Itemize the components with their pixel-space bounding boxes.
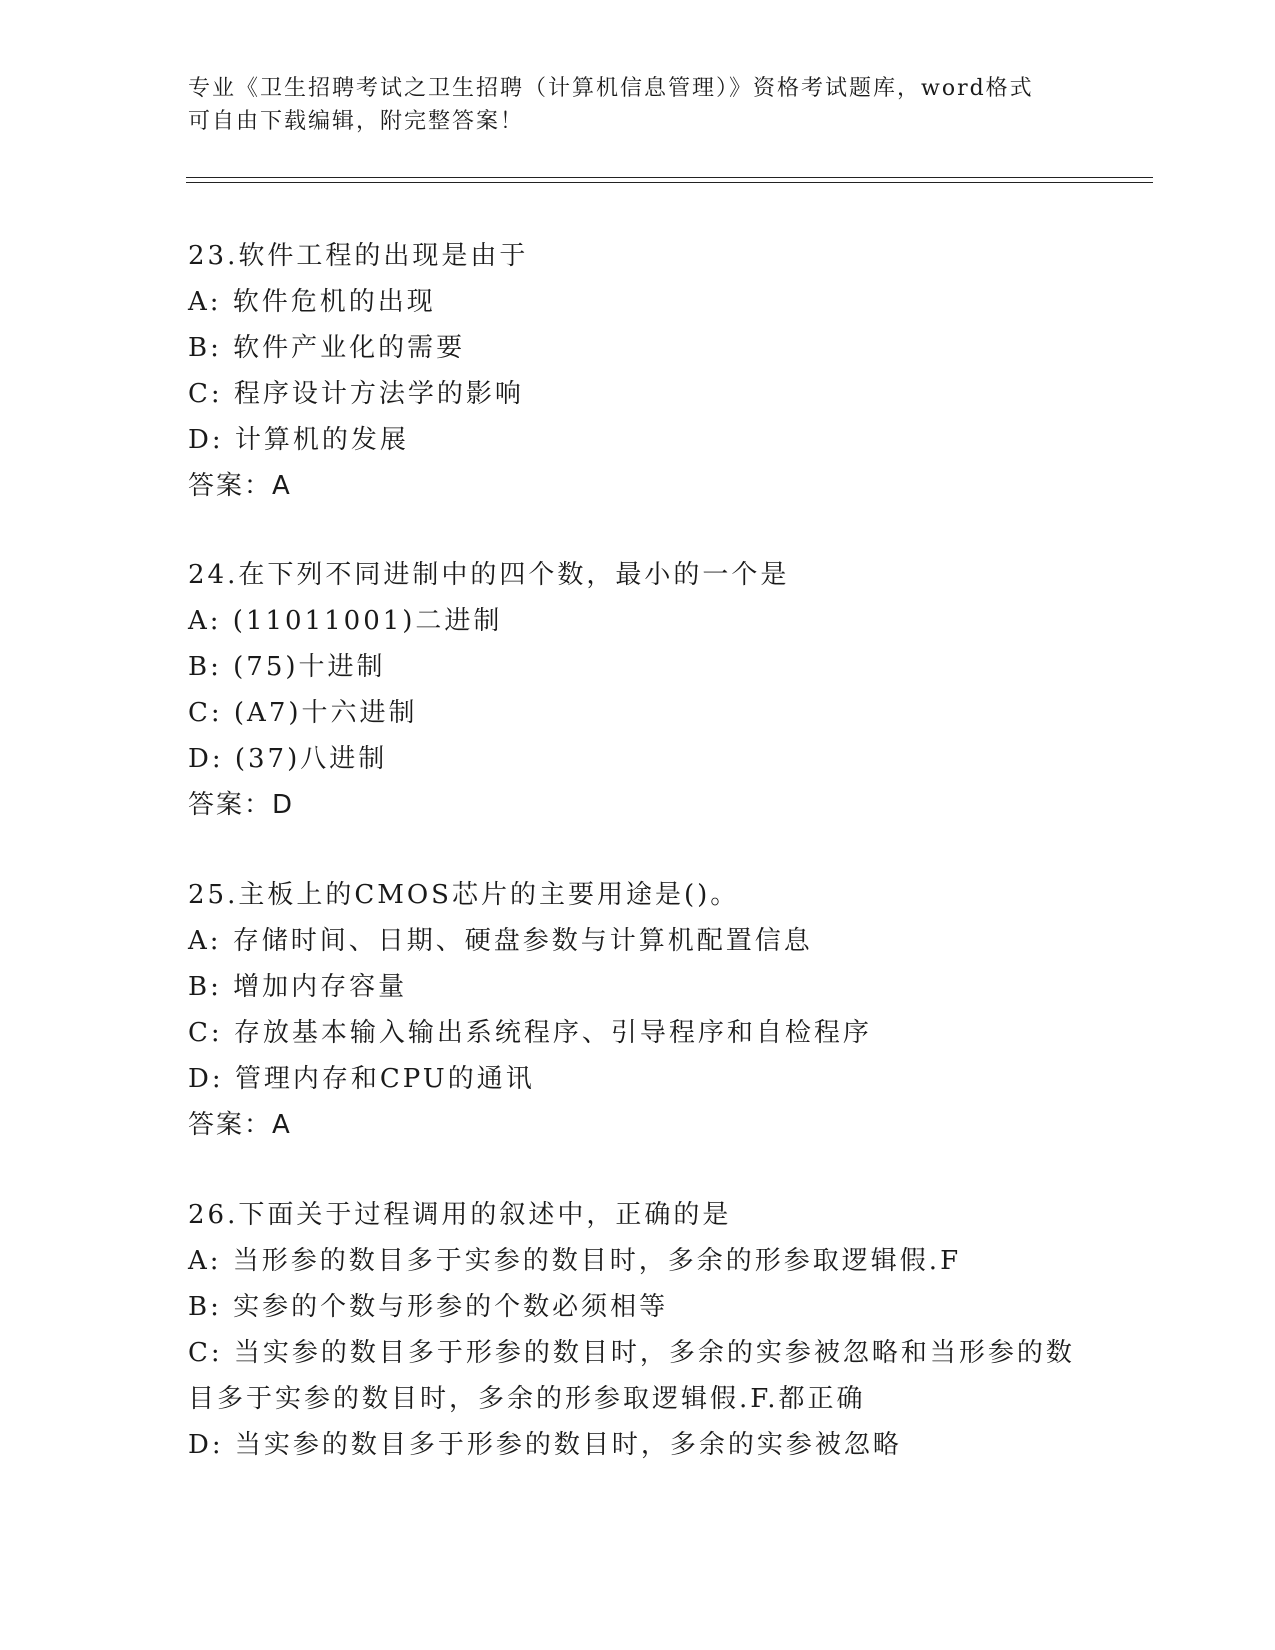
option-c: C: (A7)十六进制 [188, 698, 418, 728]
option-b: B: 实参的个数与形参的个数必须相等 [188, 1292, 669, 1322]
question-stem: 25.主板上的CMOS芯片的主要用途是()。 [188, 880, 740, 910]
option-a: A: (11011001)二进制 [188, 606, 503, 636]
question-stem: 23.软件工程的出现是由于 [188, 241, 529, 271]
option-d: D: 当实参的数目多于形参的数目时，多余的实参被忽略 [188, 1430, 902, 1460]
header-line-2: 可自由下载编辑，附完整答案！ [188, 109, 525, 134]
option-b: B: 增加内存容量 [188, 972, 408, 1002]
option-a: A: 软件危机的出现 [188, 287, 436, 317]
answer-line: 答案：D [188, 790, 295, 820]
header-line-1: 专业《卫生招聘考试之卫生招聘（计算机信息管理）》资格考试题库，word格式 [188, 76, 1034, 101]
question-26 [188, 1192, 1188, 1468]
question-stem: 24.在下列不同进制中的四个数，最小的一个是 [188, 560, 790, 590]
option-a: A: 存储时间、日期、硬盘参数与计算机配置信息 [188, 926, 813, 956]
document-header [188, 72, 1088, 138]
option-b: B: (75)十进制 [188, 652, 386, 682]
option-c: C: 当实参的数目多于形参的数目时，多余的实参被忽略和当形参的数目多于实参的数目时，多余的形参取逻辑假.F.都正确 [188, 1338, 1075, 1414]
header-divider-bottom [186, 182, 1153, 183]
answer-line: 答案：A [188, 471, 292, 501]
option-d: D: (37)八进制 [188, 744, 388, 774]
question-25 [188, 872, 1188, 1148]
question-24 [188, 552, 1188, 828]
option-d: D: 管理内存和CPU的通讯 [188, 1064, 535, 1094]
answer-line: 答案：A [188, 1110, 292, 1140]
question-stem: 26.下面关于过程调用的叙述中，正确的是 [188, 1200, 732, 1230]
header-divider-top [186, 177, 1153, 178]
option-a: A: 当形参的数目多于实参的数目时，多余的形参取逻辑假.F [188, 1246, 962, 1276]
option-d: D: 计算机的发展 [188, 425, 409, 455]
question-23 [188, 233, 1188, 509]
option-b: B: 软件产业化的需要 [188, 333, 466, 363]
option-c: C: 存放基本输入输出系统程序、引导程序和自检程序 [188, 1018, 872, 1048]
option-c: C: 程序设计方法学的影响 [188, 379, 524, 409]
